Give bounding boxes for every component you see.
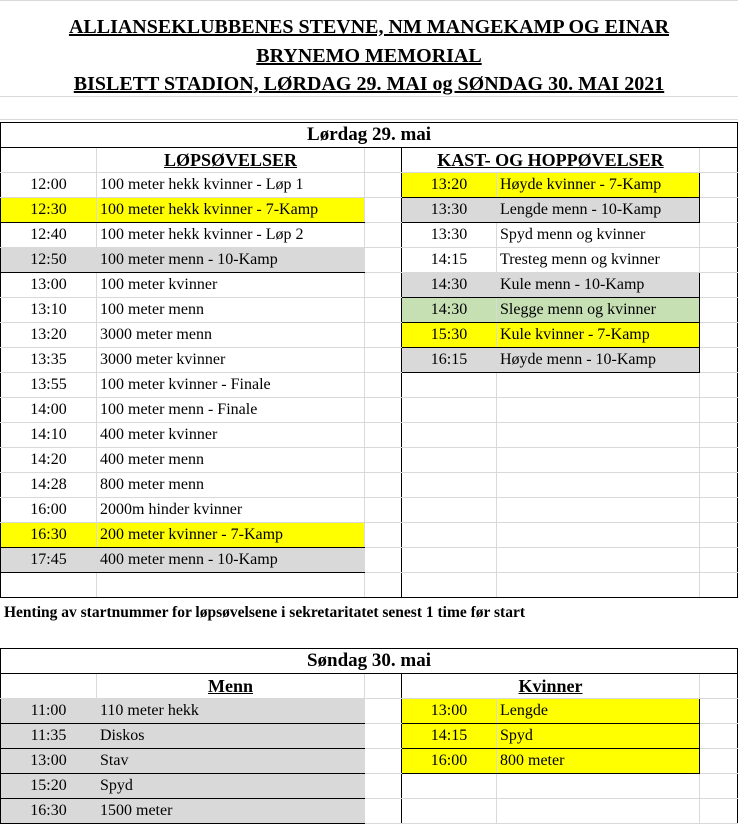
left-event-cell: 100 meter menn - 10-Kamp: [97, 248, 365, 273]
right-time-cell: 14:30: [402, 273, 497, 298]
table-row: [1, 298, 738, 323]
right-time-cell: [402, 398, 497, 423]
sunday-header: Søndag 30. mai: [1, 649, 738, 674]
spacer-cell: [365, 398, 402, 423]
right-event-cell: [497, 498, 700, 523]
spacer-cell: [365, 548, 402, 573]
left-time-cell: 16:30: [1, 523, 97, 548]
right-time-cell: 14:15: [402, 248, 497, 273]
right-event-cell: [497, 473, 700, 498]
saturday-right-heading: KAST- OG HOPPØVELSER: [402, 148, 700, 173]
spacer-cell: [700, 348, 738, 373]
saturday-header: Lørdag 29. mai: [1, 123, 738, 148]
left-time-cell: 11:00: [1, 699, 97, 724]
right-time-cell: [402, 373, 497, 398]
spacer-cell: [365, 273, 402, 298]
empty-cell: [700, 573, 738, 598]
sunday-left-heading: Menn: [97, 674, 365, 699]
right-event-cell: Spyd: [497, 724, 700, 749]
right-time-cell: 13:30: [402, 223, 497, 248]
table-row: [1, 473, 738, 498]
right-time-cell: 15:30: [402, 323, 497, 348]
right-time-cell: [402, 548, 497, 573]
right-time-cell: [402, 523, 497, 548]
right-event-cell: Høyde kvinner - 7-Kamp: [497, 173, 700, 198]
spacer-cell: [700, 248, 738, 273]
spacer-cell: [365, 298, 402, 323]
spacer-cell: [700, 323, 738, 348]
spacer-cell: [700, 498, 738, 523]
table-row: [1, 323, 738, 348]
table-row: [1, 548, 738, 573]
left-time-cell: 13:00: [1, 749, 97, 774]
right-time-cell: [402, 774, 497, 799]
table-row: [1, 799, 738, 824]
left-time-cell: 12:00: [1, 173, 97, 198]
right-time-cell: [402, 799, 497, 824]
table-row: [1, 498, 738, 523]
left-time-cell: 14:10: [1, 423, 97, 448]
table-row: [1, 423, 738, 448]
right-event-cell: Kule menn - 10-Kamp: [497, 273, 700, 298]
page-title-line-2: BRYNEMO MEMORIAL: [256, 45, 482, 67]
table-row: [1, 248, 738, 273]
right-time-cell: 13:00: [402, 699, 497, 724]
right-event-cell: [497, 799, 700, 824]
table-row: [1, 523, 738, 548]
spacer-cell: [700, 724, 738, 749]
left-event-cell: 100 meter hekk kvinner - 7-Kamp: [97, 198, 365, 223]
empty-cell: [365, 573, 402, 598]
table-row: [1, 398, 738, 423]
right-event-cell: [497, 448, 700, 473]
table-row: [1, 173, 738, 198]
spacer-cell: [365, 323, 402, 348]
right-event-cell: [497, 548, 700, 573]
spacer-cell: [365, 523, 402, 548]
right-time-cell: 14:30: [402, 298, 497, 323]
spacer-cell: [700, 523, 738, 548]
spacer-cell: [700, 423, 738, 448]
left-event-cell: 200 meter kvinner - 7-Kamp: [97, 523, 365, 548]
spacer-cell: [700, 198, 738, 223]
left-time-cell: 12:50: [1, 248, 97, 273]
gridline: [0, 119, 738, 120]
left-event-cell: 100 meter hekk kvinner - Løp 1: [97, 173, 365, 198]
spacer-cell: [700, 373, 738, 398]
left-time-cell: 17:45: [1, 548, 97, 573]
spacer-cell: [365, 423, 402, 448]
right-time-cell: [402, 423, 497, 448]
left-event-cell: 100 meter hekk kvinner - Løp 2: [97, 223, 365, 248]
left-event-cell: 3000 meter kvinner: [97, 348, 365, 373]
sunday-schedule-table: [0, 648, 738, 824]
right-time-cell: [402, 473, 497, 498]
right-event-cell: Høyde menn - 10-Kamp: [497, 348, 700, 373]
left-event-cell: 3000 meter menn: [97, 323, 365, 348]
spacer-cell: [365, 248, 402, 273]
right-event-cell: [497, 423, 700, 448]
right-event-cell: [497, 373, 700, 398]
left-event-cell: 2000m hinder kvinner: [97, 498, 365, 523]
left-event-cell: Stav: [97, 749, 365, 774]
page-title-line-1: ALLIANSEKLUBBENES STEVNE, NM MANGEKAMP OG EINAR: [68, 16, 670, 38]
empty-cell: [402, 573, 497, 598]
spacer-cell: [700, 548, 738, 573]
spacer-cell: [700, 273, 738, 298]
left-time-cell: 13:35: [1, 348, 97, 373]
right-time-cell: 16:15: [402, 348, 497, 373]
left-event-cell: 400 meter kvinner: [97, 423, 365, 448]
table-row: [1, 699, 738, 724]
right-event-cell: 800 meter: [497, 749, 700, 774]
spacer-cell: [365, 799, 402, 824]
left-event-cell: Diskos: [97, 724, 365, 749]
right-event-cell: [497, 523, 700, 548]
right-event-cell: Lengde: [497, 699, 700, 724]
right-event-cell: [497, 398, 700, 423]
right-event-cell: [497, 774, 700, 799]
empty-cell: [497, 573, 700, 598]
left-event-cell: 100 meter kvinner - Finale: [97, 373, 365, 398]
table-row: [1, 373, 738, 398]
left-time-cell: 14:20: [1, 448, 97, 473]
table-row: [1, 348, 738, 373]
spacer-cell: [365, 348, 402, 373]
empty-cell: [1, 573, 97, 598]
spacer-cell: [365, 223, 402, 248]
left-time-cell: 16:30: [1, 799, 97, 824]
table-row: [1, 774, 738, 799]
left-event-cell: Spyd: [97, 774, 365, 799]
saturday-left-heading: LØPSØVELSER: [97, 148, 365, 173]
left-time-cell: 12:40: [1, 223, 97, 248]
left-event-cell: 100 meter menn: [97, 298, 365, 323]
right-time-cell: 16:00: [402, 749, 497, 774]
spacer-cell: [365, 473, 402, 498]
left-time-cell: 13:00: [1, 273, 97, 298]
right-event-cell: Kule kvinner - 7-Kamp: [497, 323, 700, 348]
empty-cell: [97, 573, 365, 598]
gridline: [0, 0, 738, 1]
spacer-cell: [700, 749, 738, 774]
spacer-cell: [700, 473, 738, 498]
right-time-cell: 13:20: [402, 173, 497, 198]
left-time-cell: 14:00: [1, 398, 97, 423]
spacer-cell: [700, 448, 738, 473]
spacer-cell: [365, 699, 402, 724]
spacer-cell: [700, 398, 738, 423]
table-row: [1, 448, 738, 473]
left-time-cell: 11:35: [1, 724, 97, 749]
table-row: [1, 223, 738, 248]
right-event-cell: Lengde menn - 10-Kamp: [497, 198, 700, 223]
table-row: [1, 198, 738, 223]
right-time-cell: 13:30: [402, 198, 497, 223]
left-event-cell: 110 meter hekk: [97, 699, 365, 724]
spacer-cell: [700, 173, 738, 198]
left-event-cell: 800 meter menn: [97, 473, 365, 498]
left-event-cell: 400 meter menn - 10-Kamp: [97, 548, 365, 573]
right-time-cell: [402, 498, 497, 523]
right-time-cell: [402, 448, 497, 473]
right-event-cell: Tresteg menn og kvinner: [497, 248, 700, 273]
saturday-schedule-table: [0, 122, 738, 598]
spacer-cell: [365, 448, 402, 473]
right-event-cell: Spyd menn og kvinner: [497, 223, 700, 248]
right-time-cell: 14:15: [402, 724, 497, 749]
right-event-cell: Slegge menn og kvinner: [497, 298, 700, 323]
left-time-cell: 13:10: [1, 298, 97, 323]
left-event-cell: 100 meter kvinner: [97, 273, 365, 298]
spacer-cell: [700, 223, 738, 248]
startnumber-note: Henting av startnummer for løpsøvelsene i sekretaritatet senest 1 time før start: [4, 604, 526, 621]
table-row: [1, 724, 738, 749]
spacer-cell: [365, 198, 402, 223]
table-row: [1, 749, 738, 774]
left-time-cell: 13:55: [1, 373, 97, 398]
spacer-cell: [365, 173, 402, 198]
table-row: [1, 273, 738, 298]
left-time-cell: 15:20: [1, 774, 97, 799]
sunday-right-heading: Kvinner: [402, 674, 700, 699]
left-event-cell: 1500 meter: [97, 799, 365, 824]
spacer-cell: [365, 498, 402, 523]
spacer-cell: [700, 774, 738, 799]
spacer-cell: [365, 774, 402, 799]
left-time-cell: 16:00: [1, 498, 97, 523]
spacer-cell: [700, 699, 738, 724]
spacer-cell: [365, 749, 402, 774]
spacer-cell: [365, 373, 402, 398]
left-event-cell: 100 meter menn - Finale: [97, 398, 365, 423]
left-time-cell: 14:28: [1, 473, 97, 498]
spacer-cell: [700, 298, 738, 323]
left-event-cell: 400 meter menn: [97, 448, 365, 473]
spacer-cell: [365, 724, 402, 749]
left-time-cell: 13:20: [1, 323, 97, 348]
table-row: [1, 573, 738, 598]
left-time-cell: 12:30: [1, 198, 97, 223]
page-title-line-3: BISLETT STADION, LØRDAG 29. MAI og SØNDAG 30. MAI 2021: [73, 73, 665, 95]
spacer-cell: [700, 799, 738, 824]
